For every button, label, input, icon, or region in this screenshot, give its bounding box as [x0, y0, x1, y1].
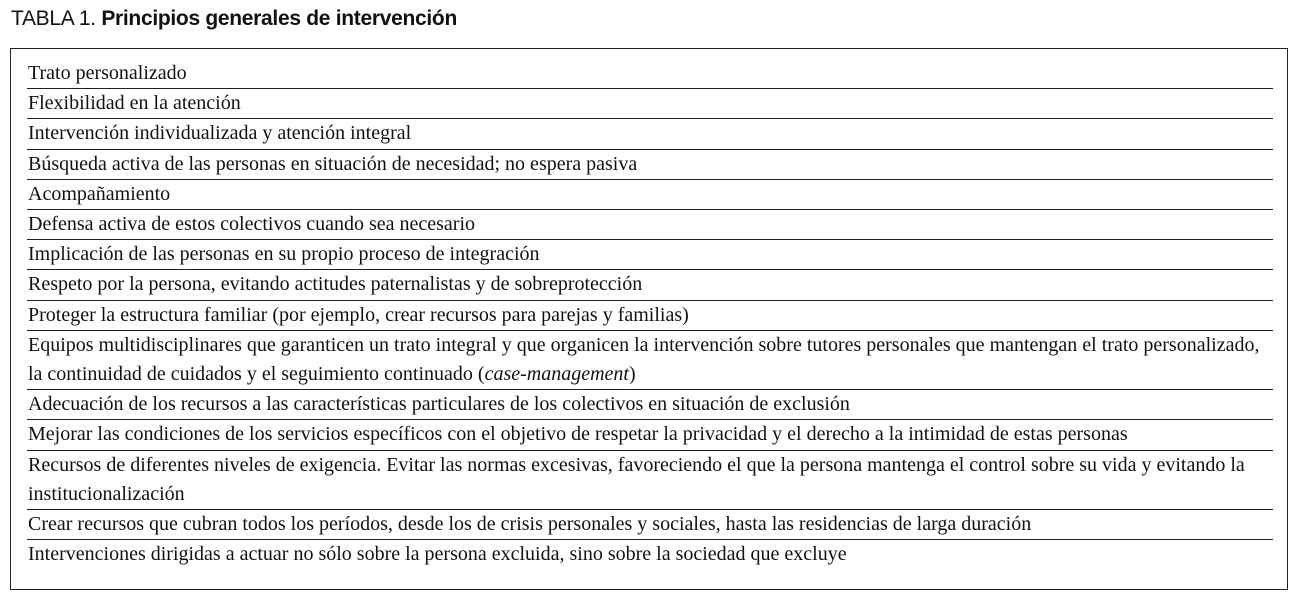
table-row: Búsqueda activa de las personas en situación de necesidad; no espera pasiva	[27, 150, 1273, 180]
table-number: TABLA 1.	[11, 7, 96, 30]
table-frame	[10, 48, 1288, 590]
table-row: Crear recursos que cubran todos los períodos, desde los de crisis personales y sociales, hasta las residencias de larga duración	[27, 510, 1273, 540]
table-row	[27, 331, 1273, 390]
row-text: )	[628, 363, 636, 386]
table-row: Acompañamiento	[27, 180, 1273, 210]
table-row: Recursos de diferentes niveles de exigencia. Evitar las normas excesivas, favoreciendo el que la persona mantenga el control sobre su vida y evitando la institucionalización	[27, 451, 1273, 510]
table-row: Adecuación de los recursos a las características particulares de los colectivos en situación de exclusión	[27, 390, 1273, 420]
table-row: Proteger la estructura familiar (por ejemplo, crear recursos para parejas y familias)	[27, 301, 1273, 331]
table-row: Intervención individualizada y atención integral	[27, 119, 1273, 149]
table-row: Trato personalizado	[27, 59, 1273, 89]
table-row: Intervenciones dirigidas a actuar no sólo sobre la persona excluida, sino sobre la sociedad que excluye	[28, 543, 847, 566]
table-row: Defensa activa de estos colectivos cuando sea necesario	[27, 210, 1273, 240]
table-title: Principios generales de intervención	[101, 7, 457, 30]
principles-table	[27, 59, 1273, 569]
table-row: Mejorar las condiciones de los servicios específicos con el objetivo de respetar la privacidad y el derecho a la intimidad de estas personas	[27, 420, 1273, 450]
row-text-italic: case-management	[484, 363, 629, 386]
row-text: Equipos multidisciplinares que garanticen un trato integral y que organicen la intervención sobre tutores personales que mantengan el trato personalizado, la continuidad de cuidados y el seguimiento continuado (	[28, 333, 1260, 386]
table-row: Flexibilidad en la atención	[27, 89, 1273, 119]
table-row: Implicación de las personas en su propio proceso de integración	[27, 240, 1273, 270]
table-row: Respeto por la persona, evitando actitudes paternalistas y de sobreprotección	[27, 270, 1273, 300]
table-caption	[11, 4, 457, 34]
